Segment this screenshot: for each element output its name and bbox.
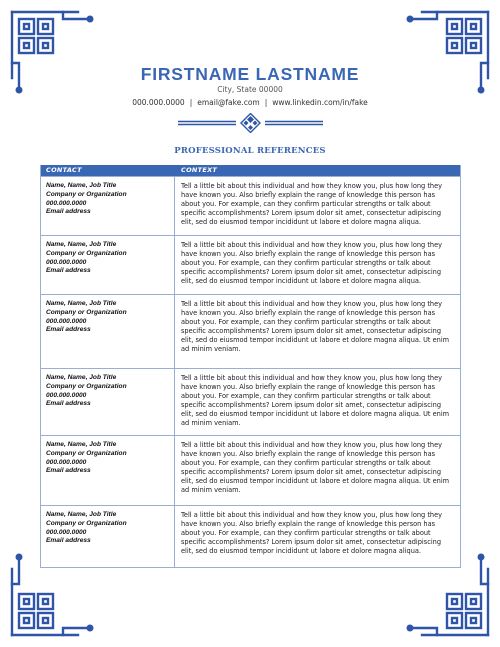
resume-header [0,64,500,108]
reference-email: Email address [46,537,91,545]
reference-name: Name, Name, Job Title [46,241,117,248]
section-title: PROFESSIONAL REFERENCES [174,146,326,156]
reference-phone: 000.000.0000 [46,199,87,207]
phone-number: 000.000.0000 [132,98,185,107]
separator: | [189,98,193,107]
diamond-ornament-icon [178,113,323,133]
candidate-name: FIRSTNAME LASTNAME [140,64,360,84]
reference-email: Email address [46,267,91,275]
context-cell: Tell a little bit about this individual and how they know you, plus how long they have known you. Also briefly explain the range of knowledge this person has about you. For example, can they confirm particular strengths or talk about specific accomplishments? Lorem ipsum dolor sit amet, consectetur adipiscing elit, sed do eiusmod tempor incididunt ut labore et dolore magna aliqua. Ut enim ad minim veniam. [181,441,450,495]
table-row [41,368,460,435]
context-cell: Tell a little bit about this individual and how they know you, plus how long they have known you. Also briefly explain the range of knowledge this person has about you. For example, can they confirm particular strengths or talk about specific accomplishments? Lorem ipsum dolor sit amet, consectetur adipiscing elit, sed do eiusmod tempor incididunt ut labore et dolore magna aliqua. [181,241,443,286]
context-cell: Tell a little bit about this individual and how they know you, plus how long they have known you. Also briefly explain the range of knowledge this person has about you. For example, can they confirm particular strengths or talk about specific accomplishments? Lorem ipsum dolor sit amet, consectetur adipiscing elit, sed do eiusmod tempor incididunt ut labore et dolore magna aliqua. Ut enim ad minim veniam. [181,374,450,428]
context-cell: Tell a little bit about this individual and how they know you, plus how long they have known you. Also briefly explain the range of knowledge this person has about you. For example, can they confirm particular strengths or talk about specific accomplishments? Lorem ipsum dolor sit amet, consectetur adipiscing elit, sed do eiusmod tempor incididunt ut labore et dolore magna aliqua. [181,511,443,556]
reference-name: Name, Name, Job Title [46,182,117,189]
contact-cell [41,506,175,567]
context-cell: Tell a little bit about this individual and how they know you, plus how long they have known you. Also briefly explain the range of knowledge this person has about you. For example, can they confirm particular strengths or talk about specific accomplishments? Lorem ipsum dolor sit amet, consectetur adipiscing elit, sed do eiusmod tempor incididunt ut labore et dolore magna aliqua. Ut enim ad minim veniam. [181,300,450,354]
table-header [41,165,460,176]
table-row [41,294,460,368]
reference-company: Company or Organization [46,382,127,390]
reference-email: Email address [46,326,91,334]
website-link: www.linkedin.com/in/fake [272,98,368,107]
contact-cell [41,369,175,435]
reference-company: Company or Organization [46,249,127,257]
reference-name: Name, Name, Job Title [46,441,117,448]
separator: | [264,98,268,107]
city-state: City, State 00000 [217,85,283,94]
table-row [41,235,460,294]
table-row [41,176,460,235]
header-divider [178,113,323,133]
references-table [40,165,461,568]
reference-phone: 000.000.0000 [46,258,87,266]
reference-phone: 000.000.0000 [46,528,87,536]
contact-cell [41,295,175,368]
reference-email: Email address [46,400,91,408]
reference-name: Name, Name, Job Title [46,374,117,381]
contact-line [0,98,500,108]
reference-company: Company or Organization [46,449,127,457]
contact-cell [41,436,175,505]
reference-name: Name, Name, Job Title [46,511,117,518]
reference-name: Name, Name, Job Title [46,300,117,307]
reference-company: Company or Organization [46,308,127,316]
contact-cell [41,177,175,235]
table-row [41,435,460,505]
reference-company: Company or Organization [46,190,127,198]
column-header-contact: CONTACT [46,166,82,174]
reference-email: Email address [46,467,91,475]
reference-phone: 000.000.0000 [46,317,87,325]
reference-company: Company or Organization [46,519,127,527]
column-header-context: CONTEXT [181,166,218,174]
context-cell: Tell a little bit about this individual and how they know you, plus how long they have known you. Also briefly explain the range of knowledge this person has about you. For example, can they confirm particular strengths or talk about specific accomplishments? Lorem ipsum dolor sit amet, consectetur adipiscing elit, sed do eiusmod tempor incididunt ut labore et dolore magna aliqua. [181,182,443,227]
reference-phone: 000.000.0000 [46,458,87,466]
table-row [41,505,460,567]
reference-email: Email address [46,208,91,216]
contact-cell [41,236,175,294]
email-address: email@fake.com [197,98,260,107]
reference-phone: 000.000.0000 [46,391,87,399]
